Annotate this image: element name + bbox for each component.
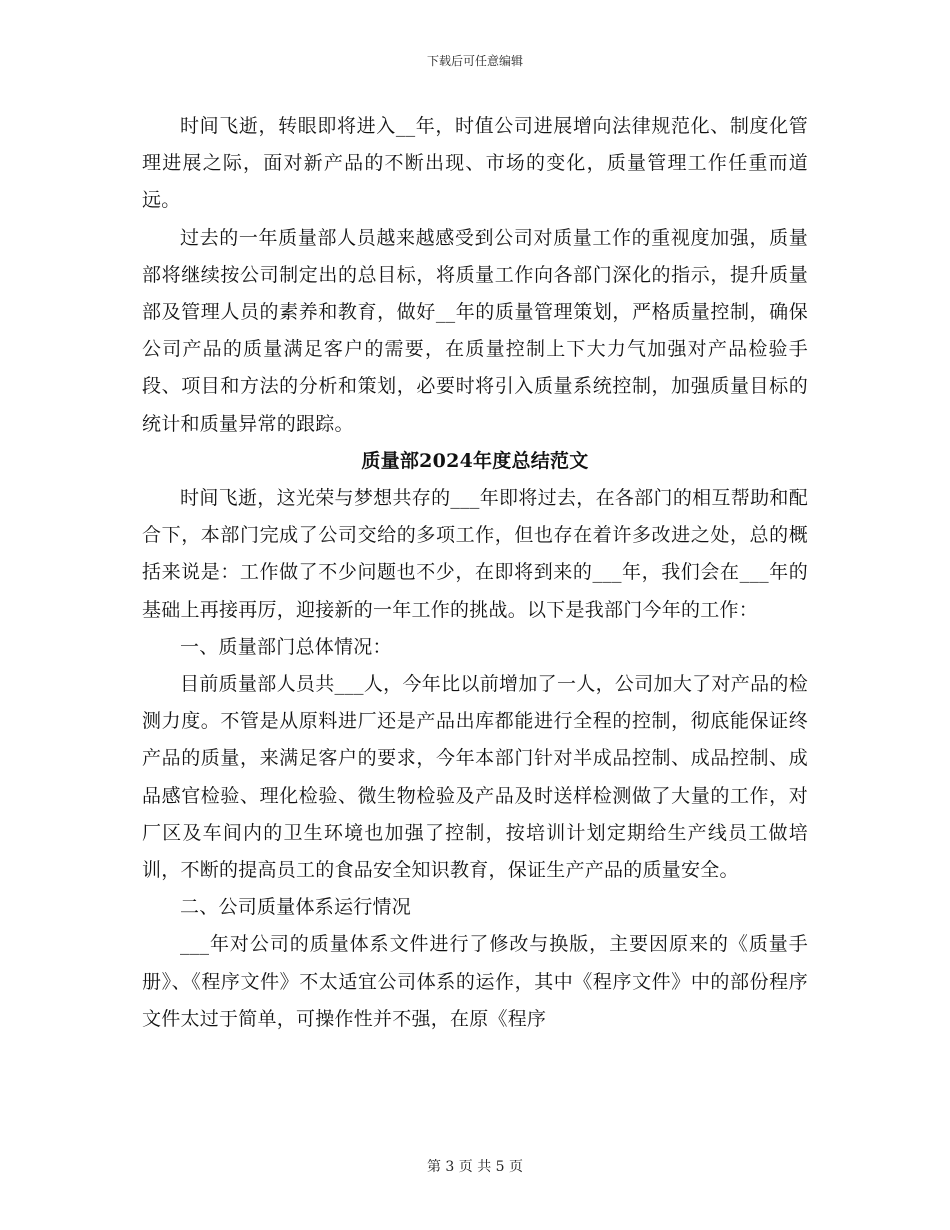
body-paragraph: 目前质量部人员共___人，今年比以前增加了一人，公司加大了对产品的检测力度。不管是从原料进厂还是产品出库都能进行全程的控制，彻底能保证终产品的质量，来满足客户的要求，今年本部门针对半成品控制、成品控制、成品感官检验、理化检验、微生物检验及产品及时送样检测做了大量的工作，对厂区及车间内的卫生环境也加强了控制，按培训计划定期给生产线员工做培训，不断的提高员工的食品安全知识教育，保证生产产品的质量安全。 [142,673,808,882]
page-header: 下载后可任意编辑 [426,54,523,68]
page-number: 第 3 页 共 5 页 [426,1159,524,1175]
document-body [142,108,808,1038]
intro-paragraph: 时间飞逝，转眼即将进入__年，时值公司进展增向法律规范化、制度化管理进展之际，面对新产品的不断出现、市场的变化，质量管理工作任重而道远。 [142,115,808,212]
body-paragraph: ___年对公司的质量体系文件进行了修改与换版，主要因原来的《质量手册》、《程序文件》不太适宜公司体系的运作，其中《程序文件》中的部份程序文件太过于简单，可操作性并不强，在原《程序 [142,933,808,1030]
section-heading-system: 二、公司质量体系运行情况 [180,896,412,919]
section-heading-overview: 一、质量部门总体情况： [180,635,392,658]
intro-paragraph: 过去的一年质量部人员越来越感受到公司对质量工作的重视度加强，质量部将继续按公司制定出的总目标，将质量工作向各部门深化的指示，提升质量部及管理人员的素养和教育，做好__年的质量管理策划，严格质量控制，确保公司产品的质量满足客户的需要，在质量控制上下大力气加强对产品检验手段、项目和方法的分析和策划，必要时将引入质量系统控制，加强质量目标的统计和质量异常的跟踪。 [142,226,808,435]
body-paragraph: 时间飞逝，这光荣与梦想共存的___年即将过去，在各部门的相互帮助和配合下，本部门完成了公司交给的多项工作，但也存在着许多改进之处，总的概括来说是：工作做了不少问题也不少，在即将到来的___年，我们会在___年的基础上再接再厉，迎接新的一年工作的挑战。以下是我部门今年的工作： [142,487,808,621]
document-title: 质量部2024年度总结范文 [361,449,589,472]
